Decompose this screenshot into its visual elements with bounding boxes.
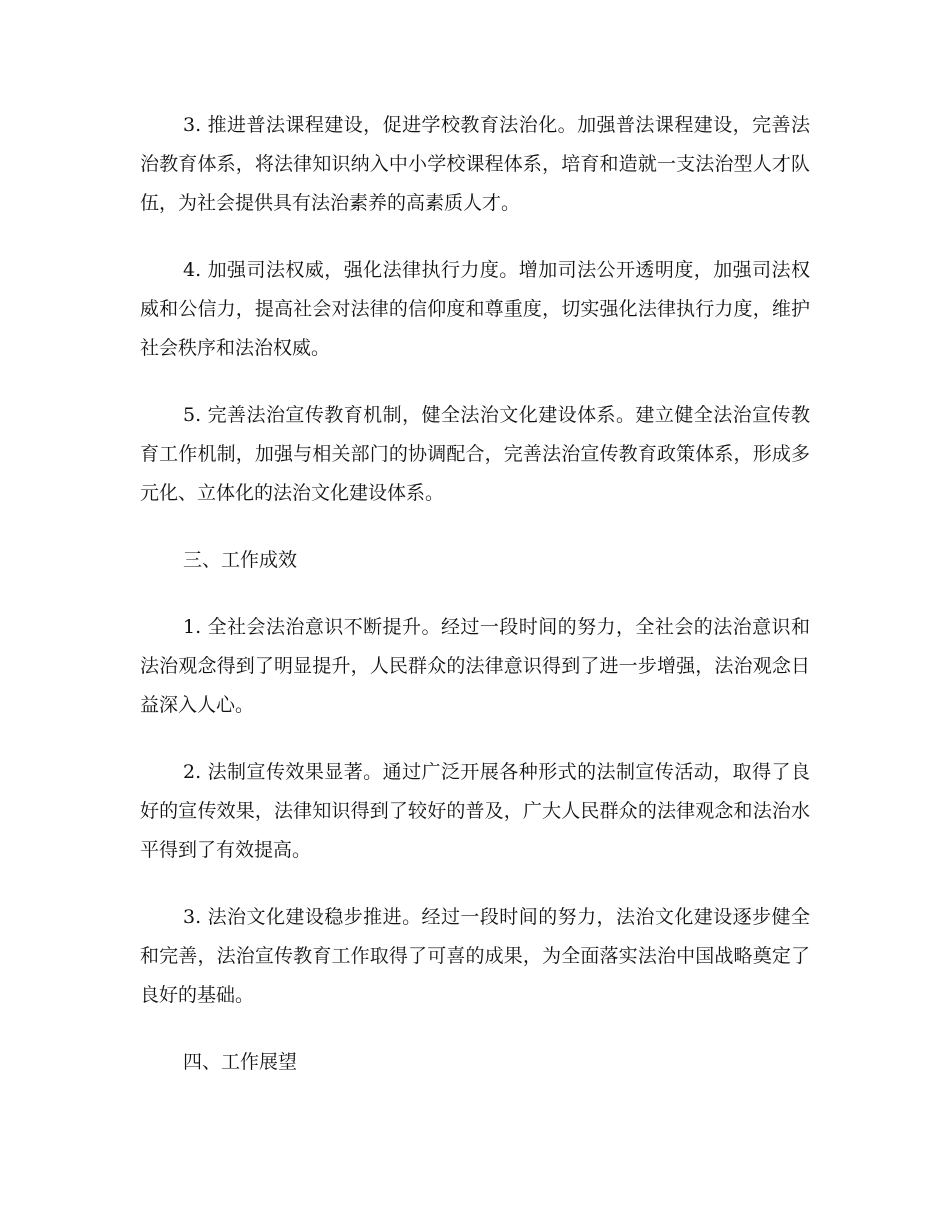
paragraph-4-judicial-authority: 4. 加强司法权威，强化法律执行力度。增加司法公开透明度，加强司法权威和公信力，提高社会对法律的信仰度和尊重度，切实强化法律执行力度，维护社会秩序和法治权威。 [140, 259, 810, 359]
section-heading-results: 三、工作成效 [183, 549, 298, 571]
paragraph-3-course-construction: 3. 推进普法课程建设，促进学校教育法治化。加强普法课程建设，完善法治教育体系，将法律知识纳入中小学校课程体系，培育和造就一支法治型人才队伍，为社会提供具有法治素养的高素质人才。 [140, 114, 810, 214]
paragraph-3-culture-building: 3. 法治文化建设稳步推进。经过一段时间的努力，法治文化建设逐步健全和完善，法治宣传教育工作取得了可喜的成果，为全面落实法治中国战略奠定了良好的基础。 [140, 906, 810, 1006]
paragraph-2-publicity-effect: 2. 法制宣传效果显著。通过广泛开展各种形式的法制宣传活动，取得了良好的宣传效果，法律知识得到了较好的普及，广大人民群众的法律观念和法治水平得到了有效提高。 [140, 761, 810, 861]
document-body [140, 106, 810, 1110]
paragraph-1-legal-awareness: 1. 全社会法治意识不断提升。经过一段时间的努力，全社会的法治意识和法治观念得到了明显提升，人民群众的法律意识得到了进一步增强，法治观念日益深入人心。 [140, 616, 810, 716]
paragraph-5-publicity-mechanism: 5. 完善法治宣传教育机制，健全法治文化建设体系。建立健全法治宣传教育工作机制，加强与相关部门的协调配合，完善法治宣传教育政策体系，形成多元化、立体化的法治文化建设体系。 [140, 404, 810, 504]
section-heading-outlook: 四、工作展望 [183, 1051, 298, 1073]
